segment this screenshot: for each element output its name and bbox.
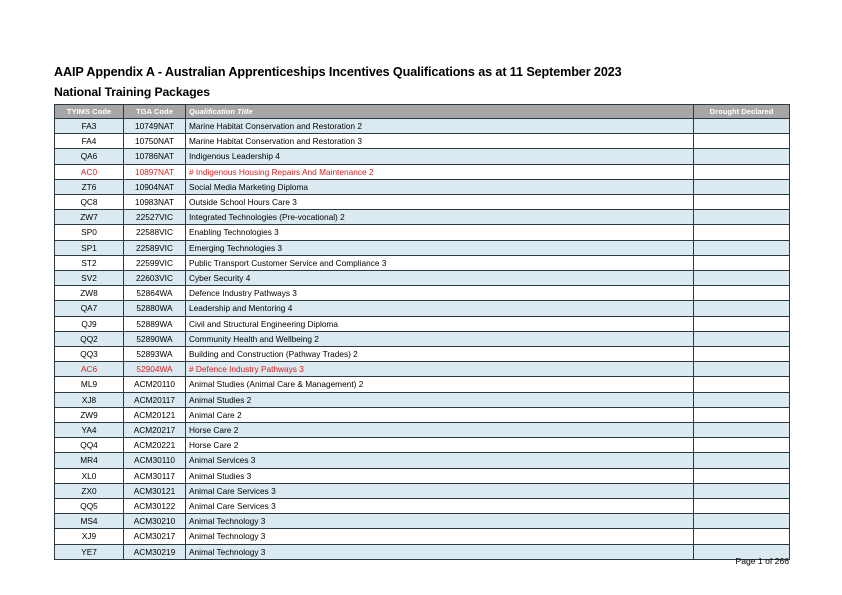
cell-tyims-code: QQ2	[55, 331, 124, 346]
table-row	[55, 362, 790, 377]
cell-drought-declared	[694, 119, 790, 134]
cell-tyims-code: ML9	[55, 377, 124, 392]
cell-tga-code: ACM30110	[124, 453, 186, 468]
column-header-drought-declared: Drought Declared	[694, 105, 790, 119]
cell-tyims-code: QJ9	[55, 316, 124, 331]
cell-drought-declared	[694, 362, 790, 377]
cell-tga-code: ACM30217	[124, 529, 186, 544]
cell-qualification-title: Marine Habitat Conservation and Restoration 2	[186, 119, 694, 134]
cell-qualification-title: Defence Industry Pathways 3	[186, 286, 694, 301]
table-row	[55, 392, 790, 407]
cell-tga-code: 10786NAT	[124, 149, 186, 164]
cell-drought-declared	[694, 347, 790, 362]
cell-qualification-title: Horse Care 2	[186, 438, 694, 453]
cell-tyims-code: MR4	[55, 453, 124, 468]
cell-drought-declared	[694, 499, 790, 514]
table-row	[55, 483, 790, 498]
cell-tga-code: 52880WA	[124, 301, 186, 316]
cell-drought-declared	[694, 134, 790, 149]
cell-tga-code: 22588VIC	[124, 225, 186, 240]
cell-qualification-title: Animal Studies 2	[186, 392, 694, 407]
cell-tga-code: ACM30122	[124, 499, 186, 514]
cell-qualification-title: Animal Studies 3	[186, 468, 694, 483]
cell-tyims-code: ZW7	[55, 210, 124, 225]
cell-drought-declared	[694, 392, 790, 407]
cell-drought-declared	[694, 423, 790, 438]
cell-qualification-title: Leadership and Mentoring 4	[186, 301, 694, 316]
cell-tyims-code: ZX0	[55, 483, 124, 498]
cell-qualification-title: Public Transport Customer Service and Compliance 3	[186, 255, 694, 270]
table-row	[55, 179, 790, 194]
cell-tyims-code: AC6	[55, 362, 124, 377]
table-row	[55, 468, 790, 483]
table-body	[55, 119, 790, 560]
cell-tga-code: 22599VIC	[124, 255, 186, 270]
table-row	[55, 316, 790, 331]
cell-drought-declared	[694, 164, 790, 179]
table-row	[55, 301, 790, 316]
table-row	[55, 347, 790, 362]
cell-qualification-title: Animal Care 2	[186, 407, 694, 422]
qualifications-table-container	[54, 104, 789, 560]
cell-qualification-title: Animal Care Services 3	[186, 483, 694, 498]
cell-qualification-title: Building and Construction (Pathway Trades) 2	[186, 347, 694, 362]
cell-qualification-title: Animal Services 3	[186, 453, 694, 468]
table-row	[55, 423, 790, 438]
cell-drought-declared	[694, 149, 790, 164]
table-row	[55, 529, 790, 544]
cell-tga-code: 10749NAT	[124, 119, 186, 134]
table-row	[55, 453, 790, 468]
cell-tga-code: 10983NAT	[124, 195, 186, 210]
cell-drought-declared	[694, 331, 790, 346]
cell-tyims-code: FA4	[55, 134, 124, 149]
table-row	[55, 119, 790, 134]
table-row	[55, 407, 790, 422]
cell-tyims-code: XJ9	[55, 529, 124, 544]
cell-tga-code: 22527VIC	[124, 210, 186, 225]
cell-drought-declared	[694, 529, 790, 544]
table-row	[55, 225, 790, 240]
cell-tga-code: 10897NAT	[124, 164, 186, 179]
cell-drought-declared	[694, 225, 790, 240]
table-row	[55, 195, 790, 210]
cell-tga-code: 52889WA	[124, 316, 186, 331]
cell-tyims-code: XJ8	[55, 392, 124, 407]
cell-tyims-code: FA3	[55, 119, 124, 134]
cell-qualification-title: Integrated Technologies (Pre-vocational) 2	[186, 210, 694, 225]
cell-qualification-title: Animal Technology 3	[186, 544, 694, 559]
cell-tga-code: 10904NAT	[124, 179, 186, 194]
cell-tga-code: ACM20117	[124, 392, 186, 407]
cell-tga-code: 52904WA	[124, 362, 186, 377]
table-row	[55, 134, 790, 149]
table-row	[55, 286, 790, 301]
cell-tga-code: ACM30121	[124, 483, 186, 498]
page-subtitle: National Training Packages	[54, 85, 210, 99]
table-row	[55, 438, 790, 453]
table-row	[55, 210, 790, 225]
table-row	[55, 271, 790, 286]
cell-tyims-code: SV2	[55, 271, 124, 286]
cell-tyims-code: QQ4	[55, 438, 124, 453]
cell-drought-declared	[694, 468, 790, 483]
cell-tyims-code: XL0	[55, 468, 124, 483]
table-header-row	[55, 105, 790, 119]
cell-drought-declared	[694, 316, 790, 331]
cell-tyims-code: YA4	[55, 423, 124, 438]
column-header-tga-code: TGA Code	[124, 105, 186, 119]
cell-drought-declared	[694, 179, 790, 194]
cell-tyims-code: SP1	[55, 240, 124, 255]
cell-tga-code: 52893WA	[124, 347, 186, 362]
cell-drought-declared	[694, 453, 790, 468]
cell-tga-code: 10750NAT	[124, 134, 186, 149]
cell-qualification-title: Animal Studies (Animal Care & Management) 2	[186, 377, 694, 392]
table-row	[55, 149, 790, 164]
cell-drought-declared	[694, 240, 790, 255]
cell-qualification-title: Marine Habitat Conservation and Restoration 3	[186, 134, 694, 149]
cell-tga-code: ACM20221	[124, 438, 186, 453]
cell-drought-declared	[694, 514, 790, 529]
cell-tga-code: ACM30210	[124, 514, 186, 529]
table-header	[55, 105, 790, 119]
cell-tga-code: 52890WA	[124, 331, 186, 346]
qualifications-table	[54, 104, 790, 560]
cell-qualification-title: Emerging Technologies 3	[186, 240, 694, 255]
cell-drought-declared	[694, 438, 790, 453]
cell-drought-declared	[694, 271, 790, 286]
cell-tyims-code: QC8	[55, 195, 124, 210]
cell-tyims-code: YE7	[55, 544, 124, 559]
cell-tyims-code: QA6	[55, 149, 124, 164]
table-row	[55, 255, 790, 270]
cell-qualification-title: Community Health and Wellbeing 2	[186, 331, 694, 346]
column-header-tyims-code: TYIMS Code	[55, 105, 124, 119]
table-row	[55, 514, 790, 529]
cell-tga-code: 22603VIC	[124, 271, 186, 286]
cell-tga-code: ACM30219	[124, 544, 186, 559]
cell-tyims-code: QQ5	[55, 499, 124, 514]
cell-drought-declared	[694, 377, 790, 392]
cell-tyims-code: AC0	[55, 164, 124, 179]
cell-qualification-title: Social Media Marketing Diploma	[186, 179, 694, 194]
cell-qualification-title: Outside School Hours Care 3	[186, 195, 694, 210]
page-footer: Page 1 of 266	[735, 556, 789, 566]
cell-drought-declared	[694, 255, 790, 270]
cell-qualification-title: Animal Care Services 3	[186, 499, 694, 514]
cell-tga-code: ACM30117	[124, 468, 186, 483]
cell-drought-declared	[694, 286, 790, 301]
cell-qualification-title: Horse Care 2	[186, 423, 694, 438]
cell-tga-code: ACM20110	[124, 377, 186, 392]
column-header-qualification-title: Qualification Title	[186, 105, 694, 119]
cell-tyims-code: MS4	[55, 514, 124, 529]
table-row	[55, 164, 790, 179]
table-row	[55, 240, 790, 255]
cell-drought-declared	[694, 195, 790, 210]
cell-tga-code: 22589VIC	[124, 240, 186, 255]
cell-tga-code: 52864WA	[124, 286, 186, 301]
cell-tyims-code: QQ3	[55, 347, 124, 362]
cell-tyims-code: ZW8	[55, 286, 124, 301]
table-row	[55, 499, 790, 514]
page-title: AAIP Appendix A - Australian Apprenticeships Incentives Qualifications as at 11 September 2023	[54, 65, 622, 79]
table-row	[55, 331, 790, 346]
cell-qualification-title: Animal Technology 3	[186, 514, 694, 529]
cell-qualification-title: # Indigenous Housing Repairs And Maintenance 2	[186, 164, 694, 179]
cell-tga-code: ACM20217	[124, 423, 186, 438]
cell-tyims-code: QA7	[55, 301, 124, 316]
cell-drought-declared	[694, 301, 790, 316]
cell-qualification-title: Enabling Technologies 3	[186, 225, 694, 240]
cell-qualification-title: Animal Technology 3	[186, 529, 694, 544]
cell-qualification-title: Civil and Structural Engineering Diploma	[186, 316, 694, 331]
cell-qualification-title: Cyber Security 4	[186, 271, 694, 286]
cell-tyims-code: SP0	[55, 225, 124, 240]
cell-qualification-title: Indigenous Leadership 4	[186, 149, 694, 164]
cell-drought-declared	[694, 210, 790, 225]
cell-tyims-code: ST2	[55, 255, 124, 270]
cell-qualification-title: # Defence Industry Pathways 3	[186, 362, 694, 377]
cell-tyims-code: ZT6	[55, 179, 124, 194]
cell-tyims-code: ZW9	[55, 407, 124, 422]
cell-tga-code: ACM20121	[124, 407, 186, 422]
cell-drought-declared	[694, 407, 790, 422]
cell-drought-declared	[694, 483, 790, 498]
table-row	[55, 377, 790, 392]
